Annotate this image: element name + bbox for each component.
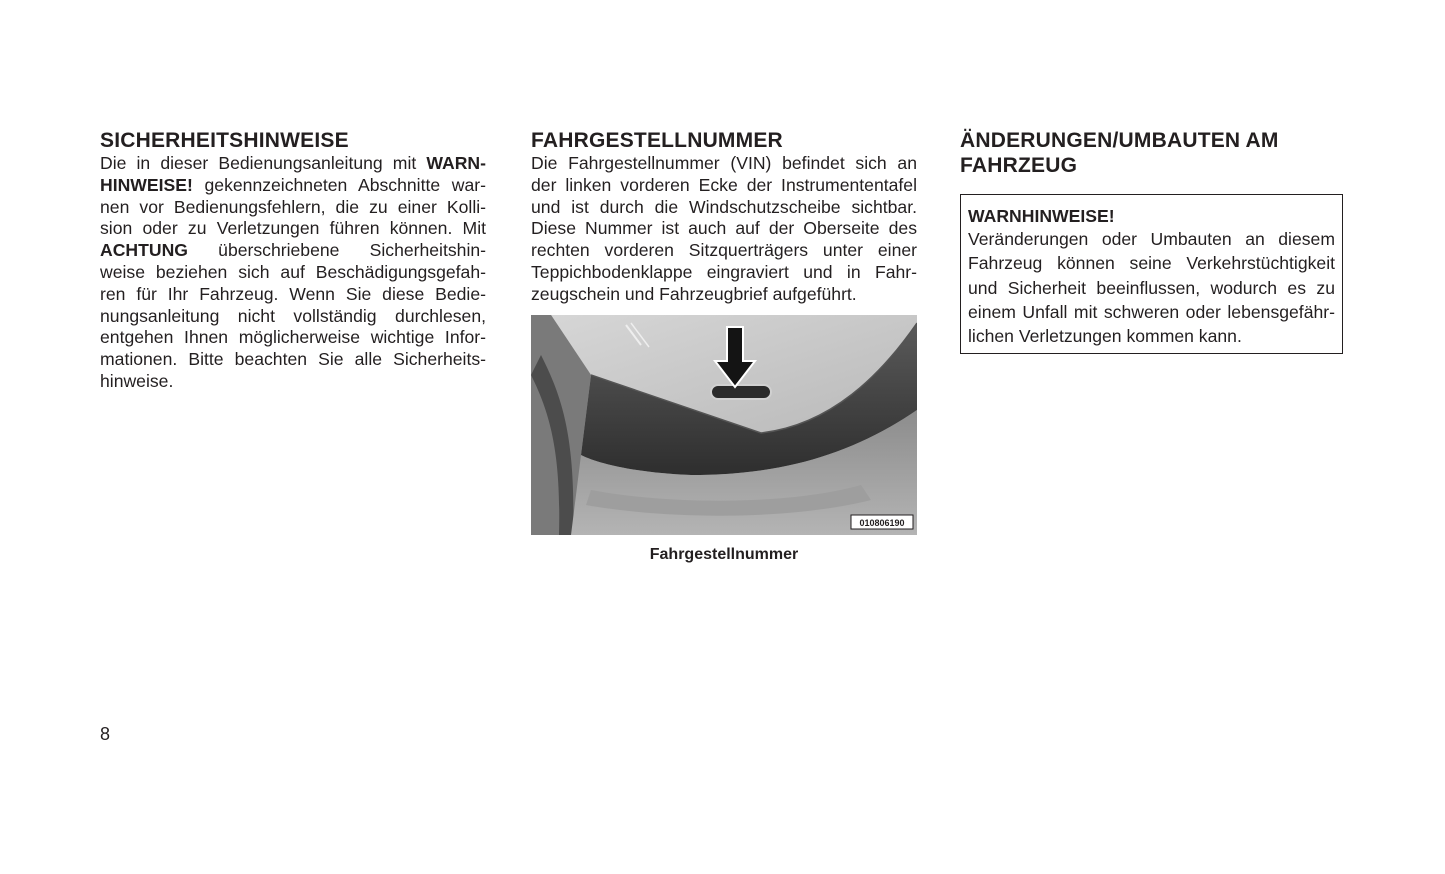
vin-line-1: Die Fahrgestellnummer (VIN) befindet sich an: [531, 153, 917, 173]
safety-line-7: ren für Ihr Fahrzeug. Wenn Sie diese Bedie-: [100, 283, 486, 304]
safety-line-11: hinweise.: [100, 370, 174, 391]
vin-line-5: rechten vorderen Sitzquerträgers unter einer: [531, 240, 917, 261]
safety-line-9: entgehen Ihnen möglicherweise wichtige Infor-: [100, 327, 486, 348]
safety-line-4: sion oder zu Verletzungen führen können. Mit: [100, 218, 486, 239]
warning-line-2: Fahrzeug können seine Verkehrstüchtigkeit: [968, 253, 1335, 274]
vin-line-4: Diese Nummer ist auch auf der Oberseite des: [531, 218, 917, 239]
warning-line-3: und Sicherheit beeinflussen, wodurch es zu: [968, 277, 1335, 298]
safety-line-10: mationen. Bitte beachten Sie alle Sicherheits-: [100, 349, 486, 370]
vin-line-6: Teppichbodenklappe eingraviert und in Fahr-: [531, 261, 917, 282]
vin-location-illustration: [531, 315, 917, 535]
safety-line-8: nungsanleitung nicht vollständig durchlesen,: [100, 305, 486, 326]
warning-line-5: lichen Verletzungen kommen kann.: [968, 326, 1242, 347]
vin-paragraph: [531, 153, 917, 306]
vin-section: [531, 126, 917, 306]
safety-paragraph: [100, 153, 486, 393]
safety-section: [100, 126, 486, 393]
figure-caption: Fahrgestellnummer: [649, 546, 799, 563]
modifications-heading: ÄNDERUNGEN/UMBAUTEN AM FAHRZEUG: [960, 129, 1279, 177]
warning-text: [968, 227, 1335, 348]
page-number: 8: [100, 724, 111, 744]
safety-line-2: HINWEISE! gekennzeichneten Abschnitte war-: [100, 174, 486, 195]
figure-code: 010806190: [859, 518, 905, 528]
warning-line-1: Veränderungen oder Umbauten an diesem: [968, 229, 1335, 249]
vin-line-2: der linken vorderen Ecke der Instrumententafel: [531, 174, 917, 195]
vin-heading: FAHRGESTELLNUMMER: [531, 129, 783, 152]
warning-line-4: einem Unfall mit schweren oder lebensgefähr-: [968, 301, 1335, 322]
vin-line-7: zeugschein und Fahrzeugbrief aufgeführt.: [531, 283, 857, 304]
safety-line-6: weise beziehen sich auf Beschädigungsgefah-: [100, 261, 486, 282]
warning-box: [960, 194, 1343, 354]
modifications-section: [960, 126, 1346, 178]
vin-line-3: und ist durch die Windschutzscheibe sichtbar.: [531, 196, 917, 217]
safety-line-1: Die in dieser Bedienungsanleitung mit WARN-: [100, 153, 486, 173]
safety-heading: SICHERHEITSHINWEISE: [100, 129, 349, 152]
warning-title: WARNHINWEISE!: [968, 206, 1115, 226]
safety-line-3: nen vor Bedienungsfehlern, die zu einer Kolli-: [100, 196, 486, 217]
safety-line-5: ACHTUNG überschriebene Sicherheitshin-: [100, 240, 486, 261]
